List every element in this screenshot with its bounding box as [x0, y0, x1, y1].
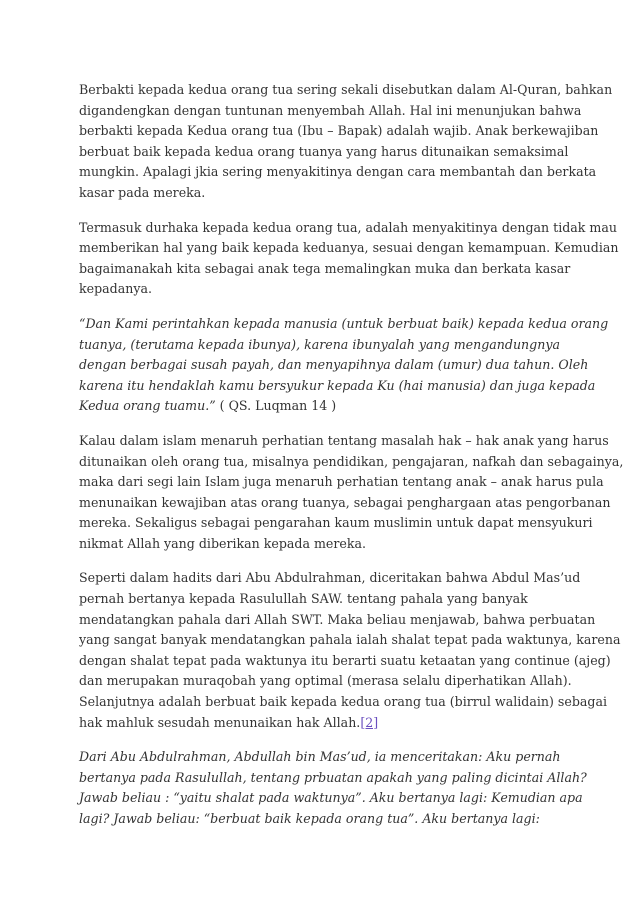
text-line: kepadanya.	[79, 281, 152, 297]
paragraph-durhaka	[79, 218, 619, 300]
quote-hadits	[79, 747, 587, 829]
quote-line: Dari Abu Abdulrahman, Abdullah bin Mas’ud, ia menceritakan: Aku pernah	[79, 749, 561, 765]
text-line: pernah bertanya kepada Rasulullah SAW. tentang pahala yang banyak	[79, 591, 528, 607]
quote-line: “Dan Kami perintahkan kepada manusia (untuk berbuat baik) kepada kedua orang	[79, 315, 609, 331]
text-line: Selanjutnya adalah berbuat baik kepada kedua orang tua (birrul walidain) sebagai	[79, 694, 607, 710]
text-segment: hak mahluk sesudah menunaikan hak Allah.	[79, 714, 361, 730]
text-line: kasar pada mereka.	[79, 184, 206, 200]
quote-citation: ( QS. Luqman 14 )	[215, 398, 337, 414]
text-line: Berbakti kepada kedua orang tua sering sekali disebutkan dalam Al-Quran, bahkan	[79, 82, 613, 97]
text-line: bagaimanakah kita sebagai anak tega memalingkan muka dan berkata kasar	[79, 260, 571, 276]
text-line: mereka. Sekaligus sebagai pengarahan kaum muslimin untuk dapat mensyukuri	[79, 515, 593, 531]
text-line: ditunaikan oleh orang tua, misalnya pendidikan, pengajaran, nafkah dan sebagainya,	[79, 453, 624, 469]
text-line: berbuat baik kepada kedua orang tuanya yang harus ditunaikan semaksimal	[79, 143, 569, 159]
text-line: yang sangat banyak mendatangkan pahala ialah shalat tepat pada waktunya, karena	[79, 632, 621, 648]
text-line: Kalau dalam islam menaruh perhatian tentang masalah hak – hak anak yang harus	[79, 432, 609, 448]
quote-line: tuanya, (terutama kepada ibunya), karena ibunyalah yang mengandungnya	[79, 336, 560, 352]
text-line: digandengkan dengan tuntunan menyembah Allah. Hal ini menunjukan bahwa	[79, 102, 582, 118]
paragraph-hak-anak	[79, 431, 624, 555]
paragraph-hadits	[79, 568, 621, 733]
document-body	[79, 80, 624, 844]
quote-line: karena itu hendaklah kamu bersyukur kepada Ku (hai manusia) dan juga kepada	[79, 377, 596, 393]
paragraph-berbakti	[79, 80, 613, 204]
text-line: nikmat Allah yang diberikan kepada mereka.	[79, 535, 366, 551]
quote-line: dengan berbagai susah payah, dan menyapihnya dalam (umur) dua tahun. Oleh	[79, 357, 589, 373]
text-line: dengan shalat tepat pada waktunya itu berarti suatu ketaatan yang continue (ajeg)	[79, 652, 611, 668]
quote-line: Jawab beliau : “yaitu shalat pada waktunya”. Aku bertanya lagi: Kemudian apa	[79, 790, 583, 806]
text-line: memberikan hal yang baik kepada keduanya, sesuai dengan kemampuan. Kemudian	[79, 240, 619, 256]
text-line: berbakti kepada Kedua orang tua (Ibu – Bapak) adalah wajib. Anak berkewajiban	[79, 123, 599, 139]
text-line: mungkin. Apalagi jkia sering menyakitinya dengan cara membantah dan berkata	[79, 164, 597, 180]
text-line: mendatangkan pahala dari Allah SWT. Maka beliau menjawab, bahwa perbuatan	[79, 611, 596, 627]
text-line: menunaikan kewajiban atas orang tuanya, sebagai penghargaan atas pengorbanan	[79, 494, 611, 510]
quote-line: bertanya pada Rasulullah, tentang prbuatan apakah yang paling dicintai Allah?	[79, 769, 587, 785]
quote-luqman	[79, 314, 609, 417]
text-line: maka dari segi lain Islam juga menaruh perhatian tentang anak – anak harus pula	[79, 474, 604, 490]
text-line: Seperti dalam hadits dari Abu Abdulrahman, diceritakan bahwa Abdul Mas’ud	[79, 570, 581, 586]
text-line-with-footnote	[79, 713, 561, 734]
quote-last-line	[79, 396, 561, 417]
text-line: dan merupakan muraqobah yang optimal (merasa selalu diperhatikan Allah).	[79, 673, 572, 689]
text-line: Termasuk durhaka kepada kedua orang tua, adalah menyakitinya dengan tidak mau	[79, 219, 617, 235]
footnote-link[interactable]: [2]	[360, 714, 379, 730]
quote-line: Kedua orang tuamu.”	[79, 398, 216, 414]
quote-line: lagi? Jawab beliau: “berbuat baik kepada orang tua”. Aku bertanya lagi:	[79, 811, 540, 826]
